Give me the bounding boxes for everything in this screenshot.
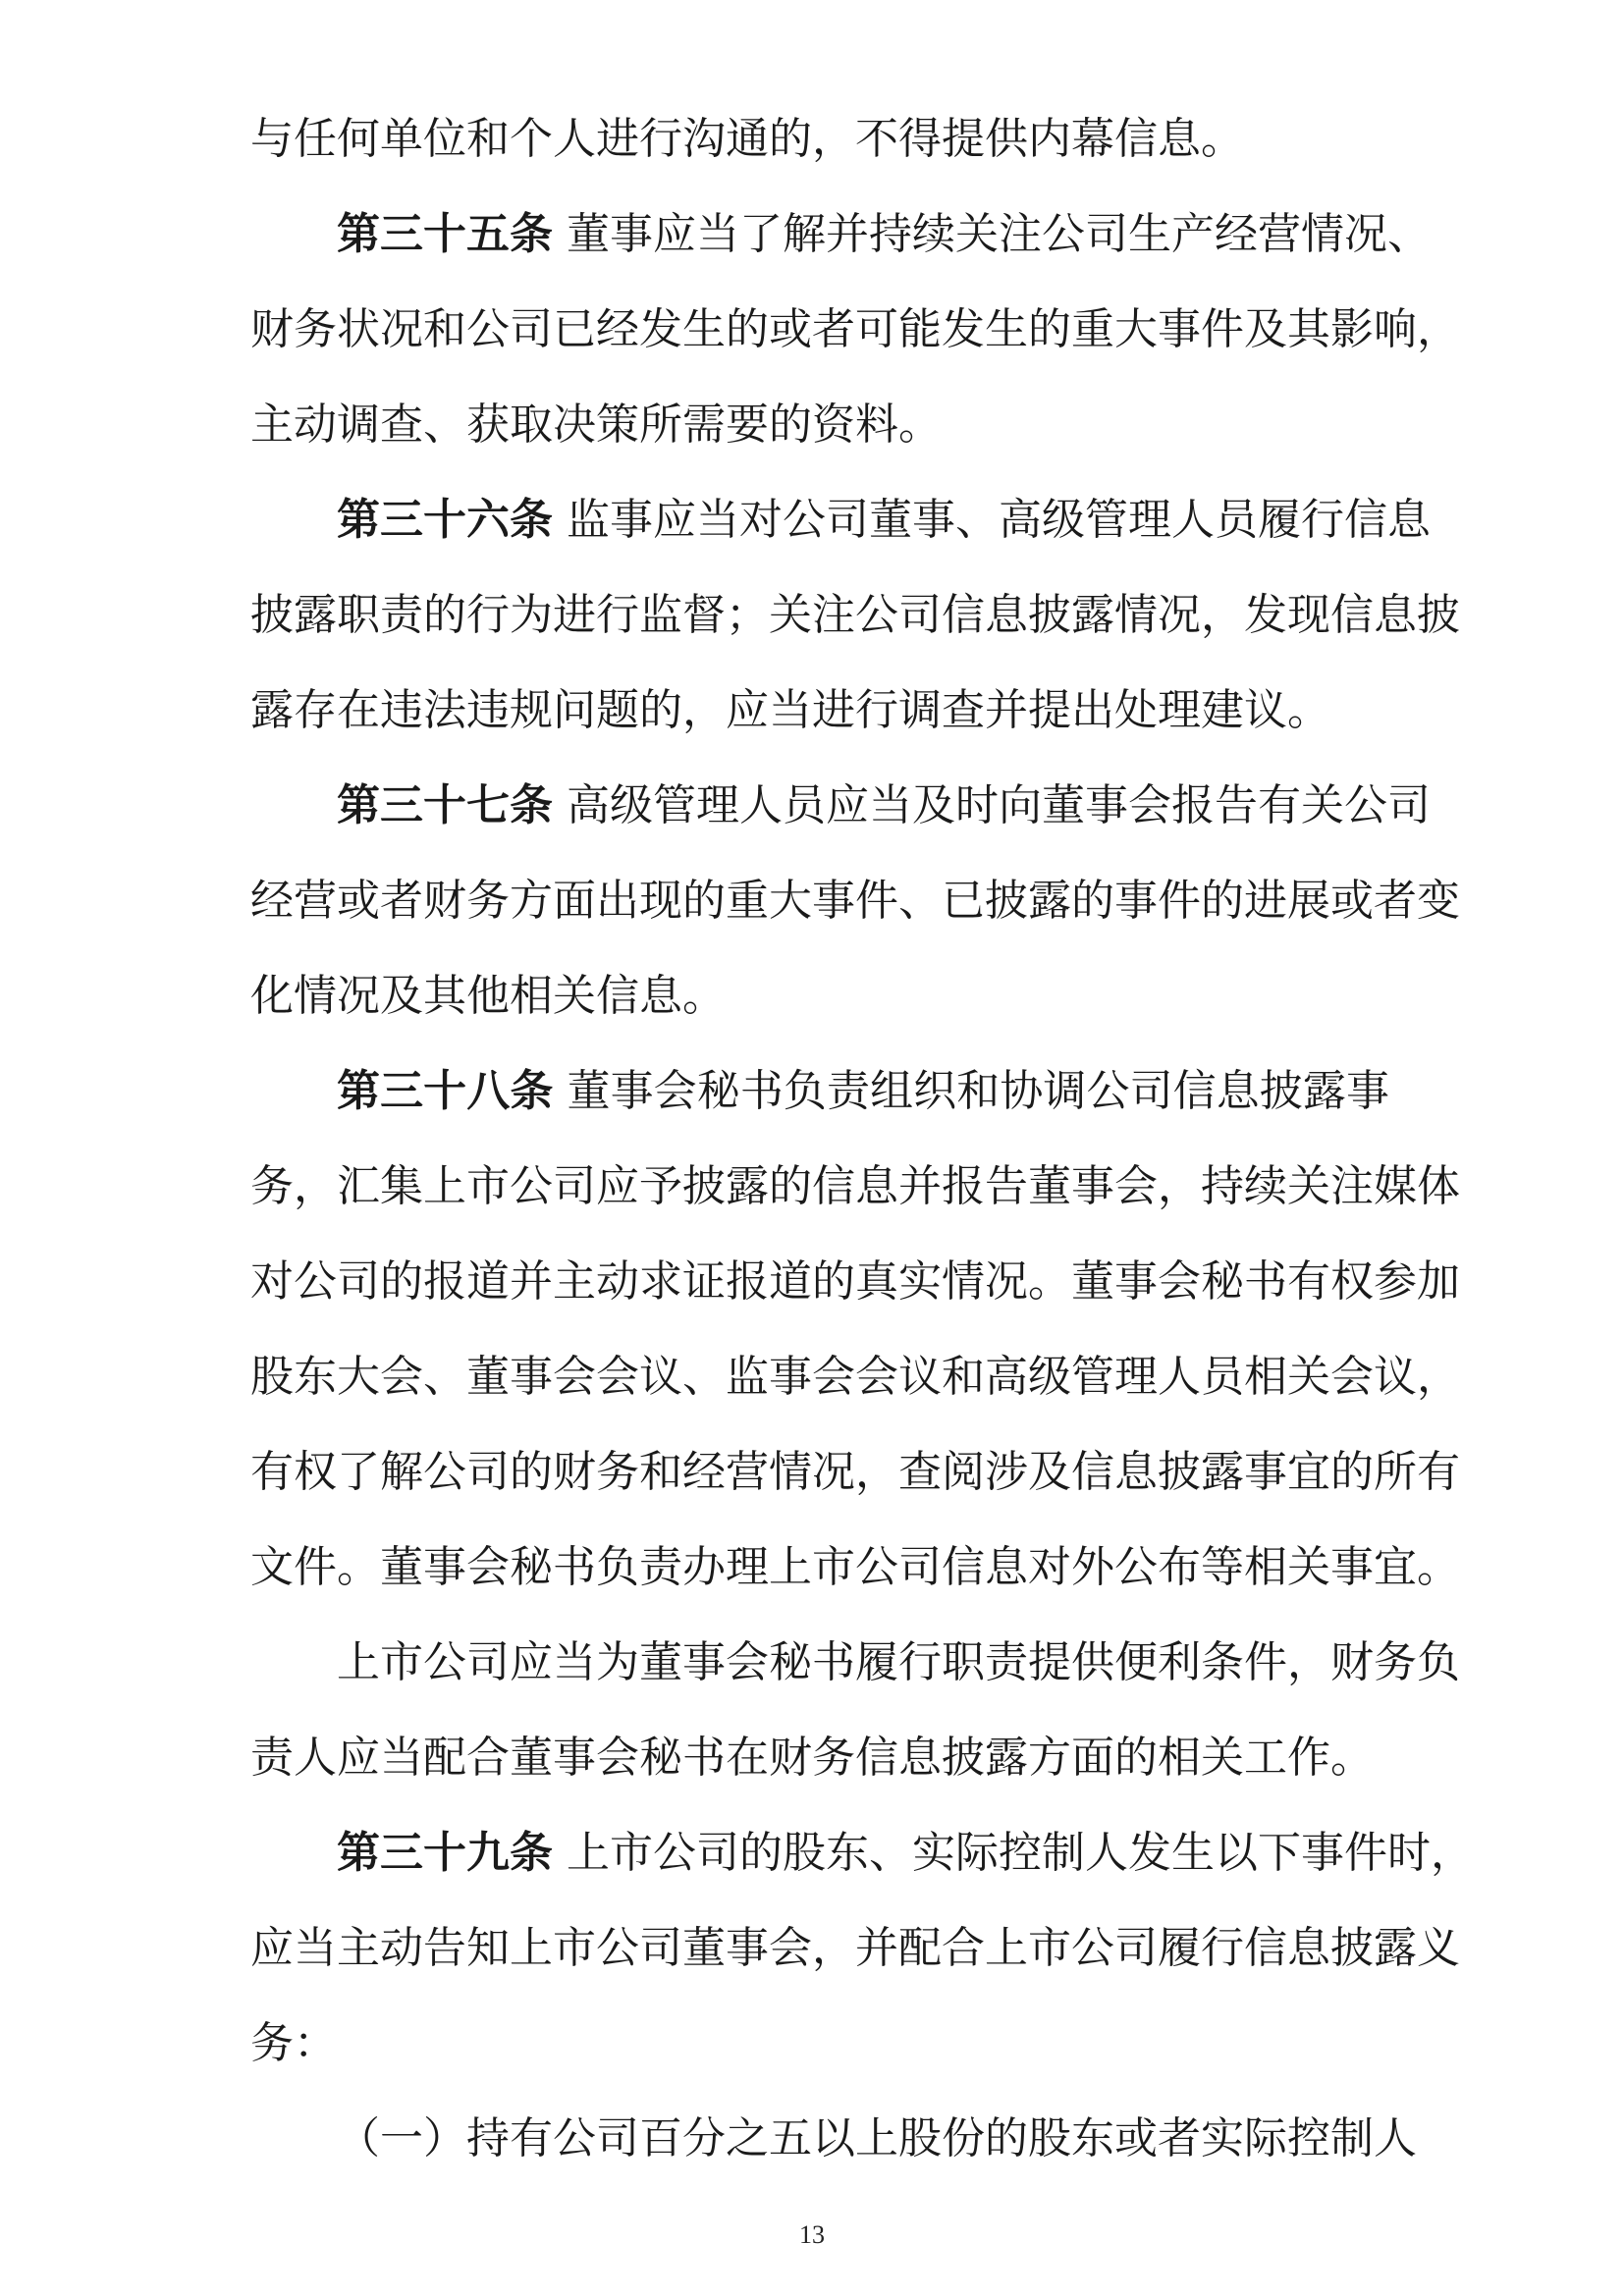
article-36-line-2: 披露职责的行为进行监督；关注公司信息披露情况，发现信息披 bbox=[250, 590, 1460, 640]
page-number: 13 bbox=[799, 2220, 825, 2249]
article-39-line-2: 应当主动告知上市公司董事会，并配合上市公司履行信息披露义 bbox=[250, 1923, 1460, 1973]
article-36-line-3: 露存在违法违规问题的，应当进行调查并提出处理建议。 bbox=[250, 685, 1330, 735]
article-38-para-2-line-1: 上市公司应当为董事会秘书履行职责提供便利条件，财务负 bbox=[337, 1637, 1460, 1687]
article-38-line-6: 文件。董事会秘书负责办理上市公司信息对外公布等相关事宜。 bbox=[250, 1542, 1460, 1592]
article-37-line-2: 经营或者财务方面出现的重大事件、已披露的事件的进展或者变 bbox=[250, 876, 1460, 926]
article-37-line-3: 化情况及其他相关信息。 bbox=[250, 971, 726, 1021]
carryover-line: 与任何单位和个人进行沟通的，不得提供内幕信息。 bbox=[250, 114, 1244, 164]
article-35-line-3: 主动调查、获取决策所需要的资料。 bbox=[250, 400, 942, 450]
article-36-text-1: 监事应当对公司董事、高级管理人员履行信息 bbox=[553, 495, 1431, 545]
article-37-text-1: 高级管理人员应当及时向董事会报告有关公司 bbox=[553, 780, 1431, 830]
article-35-line-1 bbox=[337, 203, 1431, 266]
article-39-item-1-line-1: （一）持有公司百分之五以上股份的股东或者实际控制人 bbox=[337, 2113, 1417, 2163]
article-38-line-5: 有权了解公司的财务和经营情况，查阅涉及信息披露事宜的所有 bbox=[250, 1447, 1460, 1497]
article-36-line-1 bbox=[337, 489, 1431, 552]
article-36-heading: 第三十六条 bbox=[337, 495, 553, 545]
article-39-line-1 bbox=[337, 1822, 1474, 1885]
article-35-line-2: 财务状况和公司已经发生的或者可能发生的重大事件及其影响， bbox=[250, 304, 1460, 354]
article-39-heading: 第三十九条 bbox=[337, 1828, 553, 1878]
article-38-heading: 第三十八条 bbox=[337, 1066, 554, 1116]
article-35-heading: 第三十五条 bbox=[337, 209, 553, 259]
article-38-line-4: 股东大会、董事会会议、监事会会议和高级管理人员相关会议， bbox=[250, 1352, 1460, 1402]
article-38-line-3: 对公司的报道并主动求证报道的真实情况。董事会秘书有权参加 bbox=[250, 1256, 1460, 1307]
article-39-text-1: 上市公司的股东、实际控制人发生以下事件时， bbox=[553, 1828, 1474, 1878]
article-38-para-2-line-2: 责人应当配合董事会秘书在财务信息披露方面的相关工作。 bbox=[250, 1733, 1374, 1783]
article-35-text-1: 董事应当了解并持续关注公司生产经营情况、 bbox=[553, 209, 1431, 259]
article-37-heading: 第三十七条 bbox=[337, 780, 553, 830]
article-39-line-3: 务： bbox=[250, 2018, 337, 2068]
article-37-line-1 bbox=[337, 774, 1431, 837]
article-38-line-1 bbox=[337, 1060, 1389, 1123]
article-38-text-1: 董事会秘书负责组织和协调公司信息披露事 bbox=[553, 1066, 1389, 1116]
article-38-line-2: 务，汇集上市公司应予披露的信息并报告董事会，持续关注媒体 bbox=[250, 1161, 1460, 1211]
